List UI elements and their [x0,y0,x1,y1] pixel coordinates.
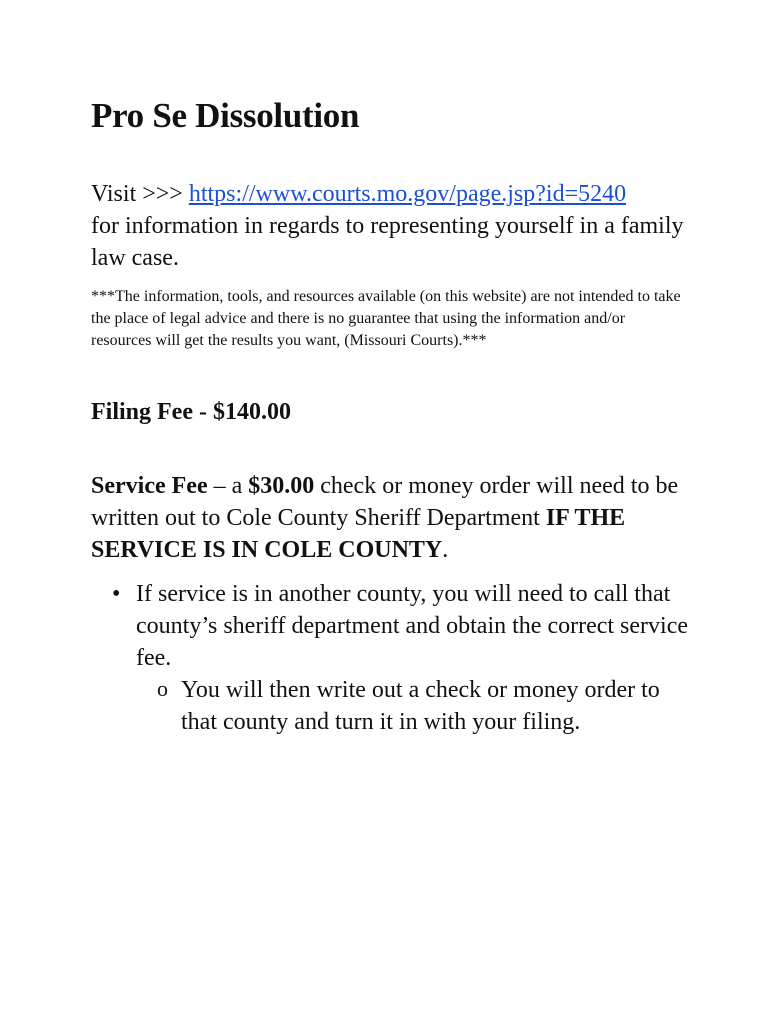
list-item-text: If service is in another county, you will need to call that county’s sheriff department and obtain the correct service fee. [136,581,689,671]
visit-prefix: Visit >>> [91,181,189,207]
disclaimer-text: ***The information, tools, and resources available (on this website) are not intended to take the place of legal advice and there is no guarantee that using the information and/or resources will get the results you want, (Missouri Courts).*** [91,288,681,349]
visit-suffix: for information in regards to representing yourself in a family law case. [91,213,684,271]
document-page [91,96,691,738]
service-fee-amount: $30.00 [248,473,315,499]
service-fee-end: . [442,537,449,563]
service-fee-paragraph [91,470,691,566]
service-fee-text: check or money order will need to be written out to Cole County Sheriff Department [91,473,679,531]
sub-bullet-list [136,674,691,738]
sub-bullet-marker: o [157,676,168,701]
sub-list-item [157,674,691,738]
sub-list-item-text: You will then write out a check or money order to that county and turn it in with your filing. [181,677,660,735]
filing-fee: Filing Fee - $140.00 [91,399,291,425]
bullet-list [91,578,691,738]
courts-link[interactable]: https://www.courts.mo.gov/page.jsp?id=5240 [188,181,627,207]
page-title: Pro Se Dissolution [91,96,360,135]
service-fee-label: Service Fee [91,473,208,499]
service-fee-dash: – a [207,473,249,499]
list-item [112,578,691,738]
service-fee-emphasis: IF THE SERVICE IS IN COLE COUNTY [91,505,626,563]
visit-paragraph [91,178,691,274]
bullet-marker: • [112,581,121,607]
